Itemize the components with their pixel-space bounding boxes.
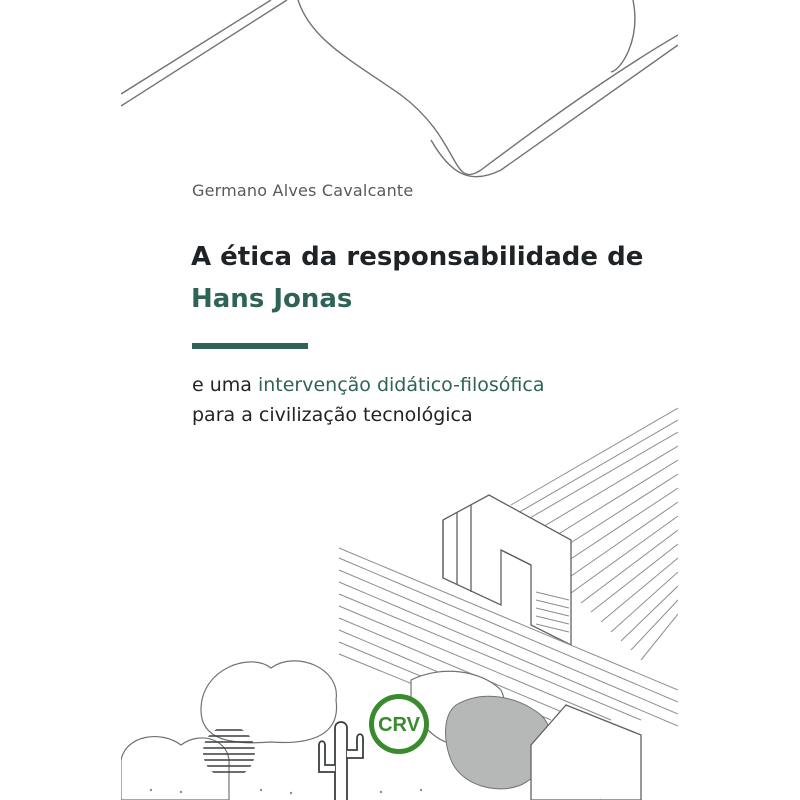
book-subtitle [192, 370, 544, 430]
title-line-1: A ética da responsabilidade de [191, 242, 644, 272]
title-line-2: Hans Jonas [191, 284, 353, 314]
author-name: Germano Alves Cavalcante [192, 181, 414, 200]
book-cover [121, 0, 678, 800]
book-title [191, 236, 643, 320]
subtitle-accent: intervenção didático-filosófica [257, 374, 545, 396]
logo-text: CRV [378, 714, 420, 736]
crv-publisher-logo [368, 693, 430, 755]
small-house [531, 705, 641, 800]
subtitle-line-2: para a civilização tecnológica [192, 404, 473, 426]
top-frame-lines [121, 0, 678, 177]
cactus [319, 722, 363, 800]
accent-divider [192, 343, 308, 349]
subtitle-prefix: e uma [192, 374, 258, 396]
